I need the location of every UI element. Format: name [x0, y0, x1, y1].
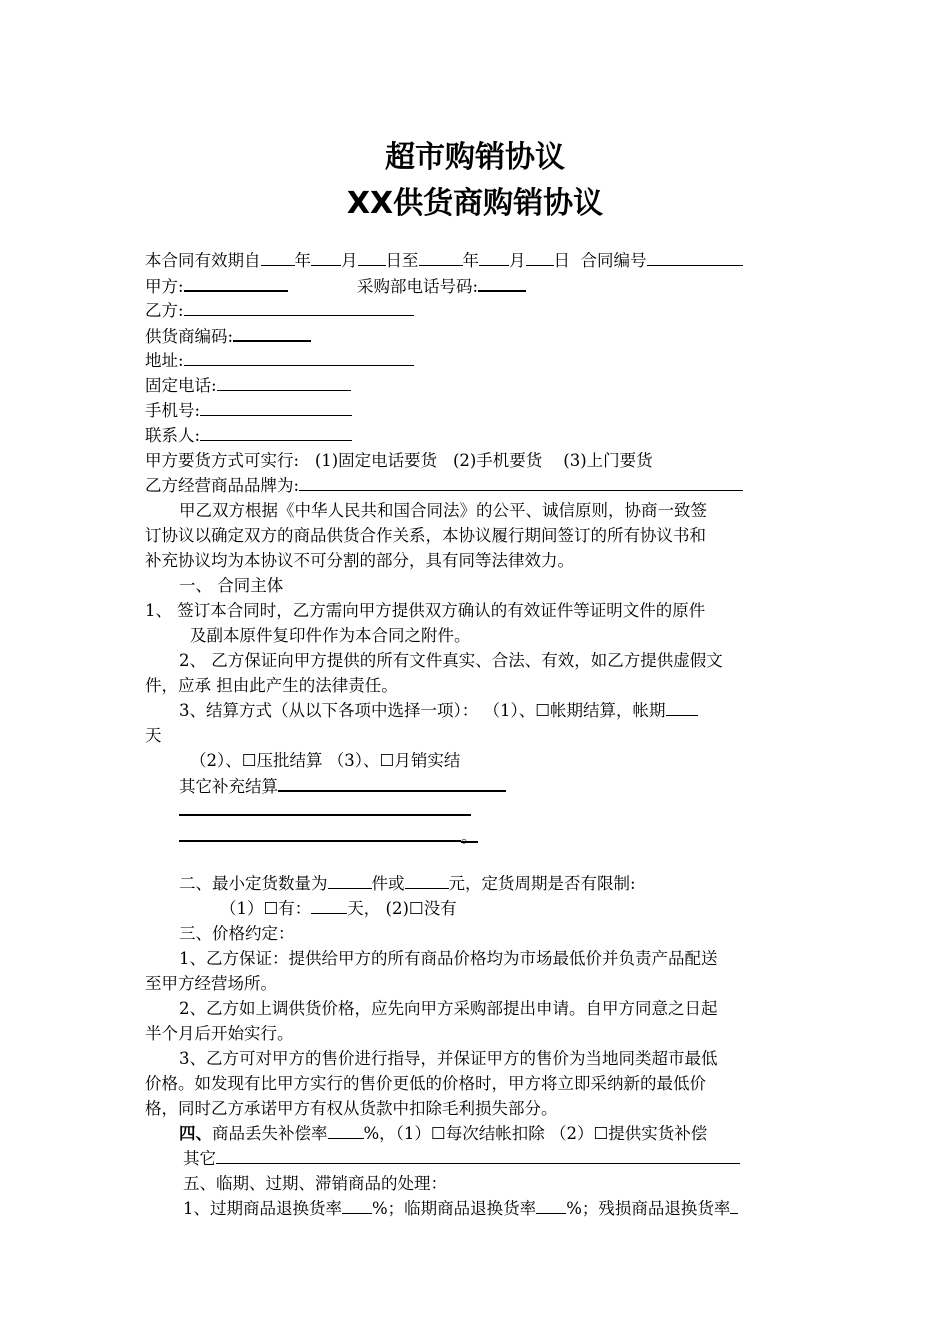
validity-line: 本合同有效期自 年 月 日至 年 月 日 合同编号 — [145, 250, 743, 272]
sec3-p2-line1: 2、乙方如上调供货价格，应先向甲方采购部提出申请。自甲方同意之日起 — [179, 999, 718, 1018]
landline-line: 固定电话: — [145, 375, 351, 397]
address-line: 地址: — [145, 350, 414, 372]
section-2-line-2: （1）☐有： 天， (2)☐没有 — [220, 899, 457, 918]
sec3-p1-line2: 至甲方经营场所。 — [145, 974, 277, 993]
sec3-p3-line1: 3、乙方可对甲方的售价进行指导，并保证甲方的售价为当地同类超市最低 — [179, 1049, 718, 1068]
brands-line: 乙方经营商品品牌为: — [145, 475, 743, 497]
section-3-heading: 三、价格约定： — [179, 924, 295, 943]
sec1-item3-line3: （2）、☐压批结算 （3）、☐月销实结 — [190, 751, 461, 770]
party-b-line: 乙方: — [145, 300, 414, 322]
sec3-p3-line2: 价格。如发现有比甲方实行的售价更低的价格时，甲方将立即采纳新的最低价 — [145, 1074, 706, 1093]
section-1-heading: 一、 合同主体 — [179, 576, 284, 595]
section-4-other: 其它 — [183, 1148, 740, 1170]
sec1-item1-line1: 1、 签订本合同时，乙方需向甲方提供双方确认的有效证件等证明文件的原件 — [145, 601, 706, 620]
party-a-line: 甲方: — [145, 275, 288, 298]
contact-line: 联系人: — [145, 425, 352, 447]
sec3-p2-line2: 半个月后开始实行。 — [145, 1024, 294, 1043]
intro-line-1: 甲乙双方根据《中华人民共和国合同法》的公平、诚信原则，协商一致签 — [179, 501, 707, 520]
fill-line-1 — [179, 814, 471, 816]
sec1-item1-line2: 及副本原件复印件作为本合同之附件。 — [190, 626, 471, 645]
sec1-item2-line1: 2、 乙方保证向甲方提供的所有文件真实、合法、有效，如乙方提供虚假文 — [179, 651, 723, 670]
mobile-line: 手机号: — [145, 400, 352, 422]
intro-line-2: 订协议以确定双方的商品供货合作关系，本协议履行期间签订的所有协议书和 — [145, 526, 706, 545]
sec3-p3-line3: 格，同时乙方承诺甲方有权从货款中扣除毛利损失部分。 — [145, 1099, 558, 1118]
section-2-line-1: 二、最小定货数量为 件或 元，定货周期是否有限制: — [179, 874, 636, 893]
section-5-heading: 五、临期、过期、滞销商品的处理： — [183, 1174, 447, 1193]
document-subtitle: XX供货商购销协议 — [346, 186, 604, 221]
supplier-code-line: 供货商编码: — [145, 325, 311, 348]
order-methods-line: 甲方要货方式可实行: (1)固定电话要货 (2)手机要货 (3)上门要货 — [145, 451, 653, 470]
sec3-p1-line1: 1、乙方保证：提供给甲方的所有商品价格均为市场最低价并负责产品配送 — [179, 949, 718, 968]
sec1-item3-line2: 天 — [145, 726, 162, 745]
fill-line-2: 。 — [179, 825, 478, 848]
section-5-line-1: 1、过期商品退换货率 %；临期商品退换货率 %；残损商品退换货率 — [183, 1198, 738, 1220]
intro-line-3: 补充协议均为本协议不可分割的部分，具有同等法律效力。 — [145, 551, 574, 570]
sec1-item2-line2: 件，应承 担由此产生的法律责任。 — [145, 676, 398, 695]
other-settlement-line: 其它补充结算 — [179, 775, 506, 798]
sec1-item3-line1: 3、结算方式（从以下各项中选择一项）： （1）、☐帐期结算，帐期 — [179, 700, 698, 722]
section-4-line: 四、商品丢失补偿率 %，（1）☐每次结帐扣除 （2）☐提供实货补偿 — [179, 1124, 708, 1143]
purchase-phone-line: 采购部电话号码: — [357, 275, 526, 298]
document-title: 超市购销协议 — [385, 140, 565, 175]
